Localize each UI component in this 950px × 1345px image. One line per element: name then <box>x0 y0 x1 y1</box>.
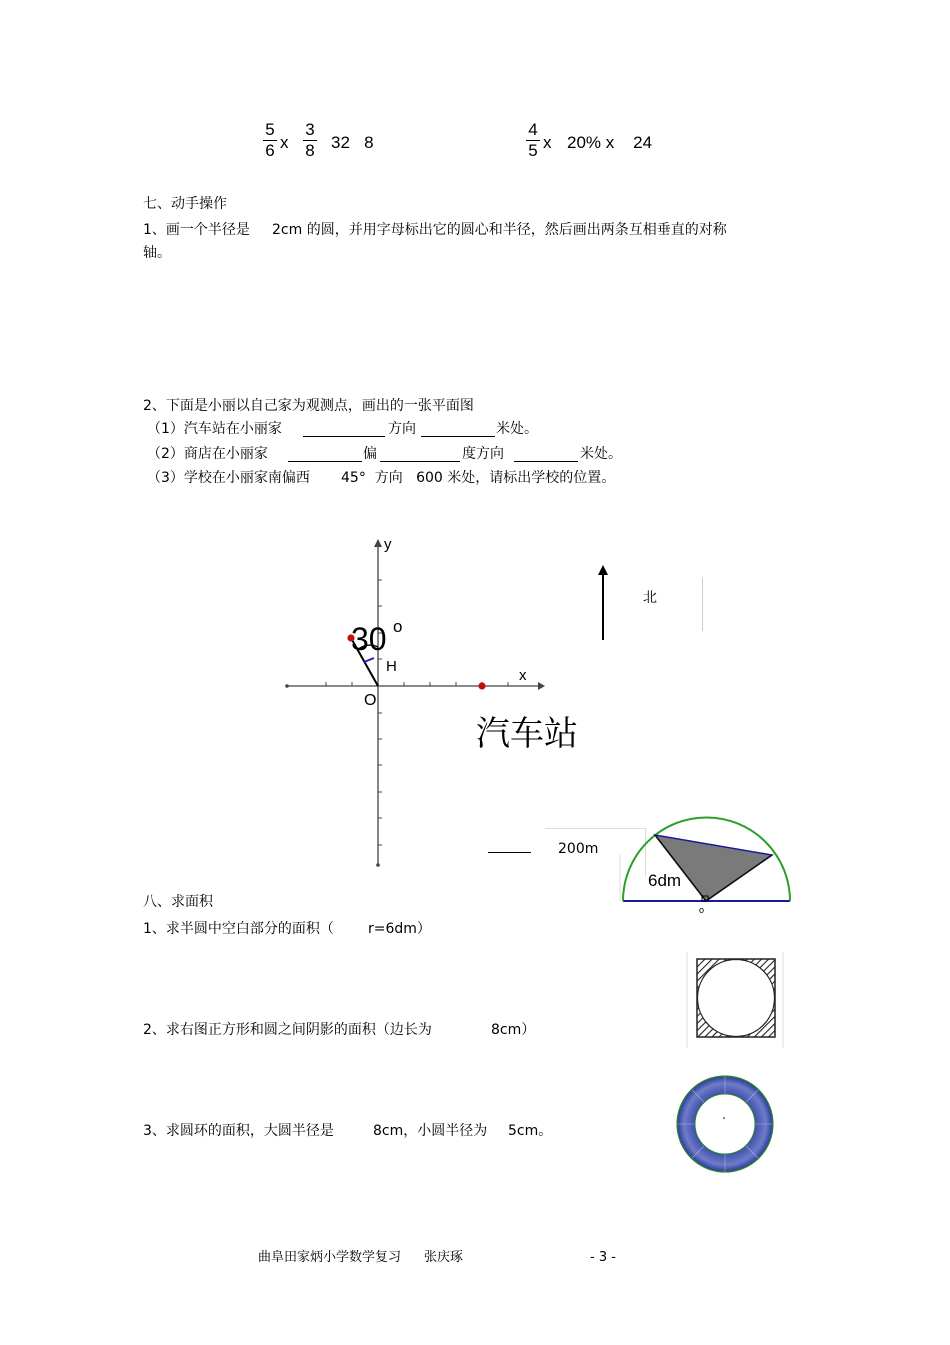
section8-heading: 八、求面积 <box>143 894 213 910</box>
h-label: H <box>386 658 397 675</box>
section7-heading: 七、动手操作 <box>143 196 227 212</box>
axis-end-dot <box>285 684 289 688</box>
operator: x <box>543 133 552 152</box>
numerator: 3 <box>305 120 315 139</box>
s8-q3-c: 5cm。 <box>508 1123 553 1139</box>
page-number: - 3 - <box>590 1250 616 1265</box>
q2-part2-b: 偏 <box>363 446 377 462</box>
h-marker <box>364 658 374 662</box>
y-axis-arrow <box>374 539 382 547</box>
q2-part1-a: （1）汽车站在小丽家 <box>147 421 282 437</box>
scale-bar <box>488 852 531 853</box>
square-circle-figure <box>685 950 785 1050</box>
inner-circle <box>695 1094 755 1154</box>
q1-text-line2: 轴。 <box>143 245 171 261</box>
equation-tail-left: 32 8 <box>331 133 374 152</box>
degree-mark: o <box>393 617 403 636</box>
origin-label: O <box>364 692 377 709</box>
y-axis-label: y <box>384 536 392 553</box>
north-arrow-head <box>598 565 608 575</box>
s8-q3-b: 8cm，小圆半径为 <box>373 1123 488 1139</box>
x-axis-label: x <box>519 667 527 684</box>
q2-part2-d: 米处。 <box>580 446 622 462</box>
semicircle-figure <box>615 815 800 915</box>
divider <box>702 578 703 631</box>
q1-text-b: 2cm 的圆，并用字母标出它的圆心和半径，然后画出两条互相垂直的对称 <box>272 222 727 238</box>
operator: x <box>280 133 289 152</box>
blank-line[interactable] <box>288 461 362 462</box>
s8-q2-a: 2、求右图正方形和圆之间阴影的面积（边长为 <box>143 1022 432 1038</box>
blank-line[interactable] <box>514 461 578 462</box>
denominator: 8 <box>305 141 315 160</box>
fraction-4-5 <box>525 121 541 160</box>
s8-q3-a: 3、求圆环的面积，大圆半径是 <box>143 1123 334 1139</box>
center-dot <box>723 1117 725 1119</box>
angle-label: 30 <box>351 621 387 657</box>
x-axis-arrow <box>538 682 545 690</box>
fraction-5-6 <box>262 121 278 160</box>
footer-author: 张庆琢 <box>424 1250 464 1265</box>
q2-intro: 2、下面是小丽以自己家为观测点，画出的一张平面图 <box>143 398 474 414</box>
q1-text-a: 1、画一个半径是 <box>143 222 250 238</box>
inner-circle <box>698 960 775 1037</box>
equation-tail-right: 20% x 24 <box>567 133 653 152</box>
blank-line[interactable] <box>421 436 495 437</box>
q2-part3-a: （3）学校在小丽家南偏西 <box>147 470 310 486</box>
map-diagram <box>270 525 620 875</box>
q2-part2-c: 度方向 <box>462 446 504 462</box>
numerator: 5 <box>265 120 275 139</box>
station-label: 汽车站 <box>476 715 578 753</box>
q2-part1-b: 方向 <box>388 421 416 437</box>
station-point <box>478 682 485 689</box>
center-label: o <box>699 905 705 915</box>
q2-part2-a: （2）商店在小丽家 <box>147 446 268 462</box>
numerator: 4 <box>528 120 538 139</box>
annulus-figure <box>672 1072 778 1176</box>
s8-q1-b: r=6dm） <box>368 921 431 937</box>
axis-end-dot <box>376 863 380 867</box>
q2-part1-c: 米处。 <box>496 421 538 437</box>
footer-school: 曲阜田家炳小学数学复习 <box>258 1250 402 1265</box>
denominator: 6 <box>265 141 275 160</box>
scale-label: 200m <box>558 841 599 857</box>
fraction-3-8 <box>302 121 318 160</box>
denominator: 5 <box>528 141 538 160</box>
s8-q2-b: 8cm） <box>491 1022 536 1038</box>
blank-line[interactable] <box>380 461 460 462</box>
north-label: 北 <box>643 590 657 606</box>
q2-part3-b: 45° 方向 600 米处，请标出学校的位置。 <box>341 470 616 486</box>
blank-line[interactable] <box>303 436 385 437</box>
radius-label: 6dm <box>648 871 682 890</box>
s8-q1-a: 1、求半圆中空白部分的面积（ <box>143 921 334 937</box>
